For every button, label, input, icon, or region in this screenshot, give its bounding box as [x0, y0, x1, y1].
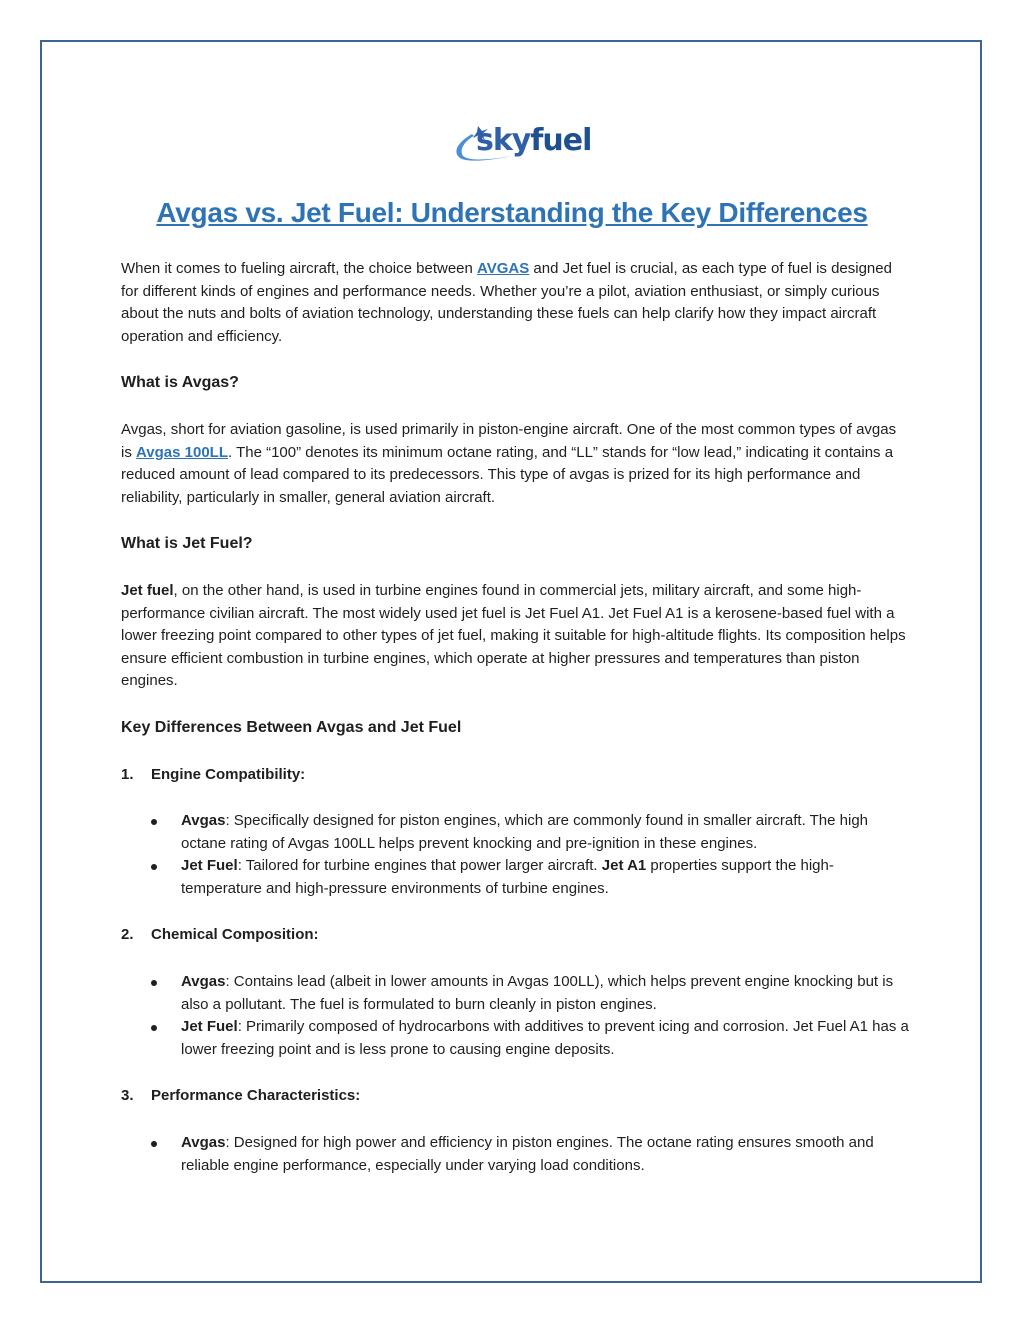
bullet-icon — [151, 864, 157, 870]
heading-key-differences: Key Differences Between Avgas and Jet Fuel — [121, 718, 462, 736]
skyfuel-logo — [452, 120, 592, 166]
bullet-term: Jet Fuel — [181, 1018, 238, 1036]
bullet-text: : Primarily composed of hydrocarbons with additives to prevent icing and corrosion. Jet Fuel A1 has a lower freezing point and is less prone to causing engine deposits. — [181, 1018, 909, 1058]
list-item — [121, 855, 911, 900]
logo-wordmark — [476, 123, 592, 158]
logo-sky-text: sky — [476, 123, 531, 158]
bullet-text: : Specifically designed for piston engines, which are commonly found in smaller aircraft. The high octane rating of Avgas 100LL helps prevent knocking and pre-ignition in these engines. — [181, 812, 869, 852]
avgas-text-1: Avgas, short for aviation gasoline, is used primarily in piston-engine aircraft. One of the most common types of avgas is — [121, 420, 897, 461]
avgas-100ll-link[interactable]: Avgas 100LL — [136, 443, 228, 461]
avgas-link[interactable]: AVGAS — [477, 260, 530, 277]
list-title: Performance Characteristics: — [151, 1087, 361, 1105]
avgas-paragraph — [121, 419, 911, 509]
bullet-icon — [151, 1141, 157, 1147]
list-item — [121, 810, 911, 855]
list-number: 1. — [121, 765, 134, 783]
bullet-icon — [151, 1025, 157, 1031]
list-heading-chemical-composition — [121, 924, 911, 947]
intro-paragraph — [121, 258, 911, 348]
bullet-term: Avgas — [181, 1134, 226, 1152]
jet-fuel-paragraph — [121, 580, 911, 693]
article-body — [121, 258, 911, 1177]
bullet-term: Avgas — [181, 812, 226, 830]
jet-fuel-text: , on the other hand, is used in turbine engines found in commercial jets, military aircraft, and some high-performance civilian aircraft. The most widely used jet fuel is Jet Fuel A1. Jet Fuel A1 is a kerosene-based fuel with a lower freezing point compared to other types of jet fuel, making it suitable for high-altitude flights. Its composition helps ensure efficient combustion in turbine engines, which operate at higher pressures and temperatures than piston engines. — [121, 581, 906, 690]
performance-characteristics-bullets — [121, 1132, 911, 1177]
jet-fuel-term: Jet fuel — [121, 581, 174, 599]
bullet-term-jet-a1: Jet A1 — [601, 857, 647, 875]
engine-compatibility-bullets — [121, 810, 911, 900]
list-item — [121, 971, 911, 1016]
bullet-text: : Contains lead (albeit in lower amounts in Avgas 100LL), which helps prevent engine knocking but is also a pollutant. The fuel is formulated to burn cleanly in piston engines. — [181, 973, 894, 1013]
bullet-text: : Tailored for turbine engines that power larger aircraft. — [237, 857, 602, 875]
avgas-text-2: . The “100” denotes its minimum octane rating, and “LL” stands for “low lead,” indicating it contains a reduced amount of lead compared to its predecessors. This type of avgas is prized for its high performance and reliability, particularly in smaller, general aviation aircraft. — [121, 443, 894, 506]
heading-what-is-avgas: What is Avgas? — [121, 374, 239, 392]
list-title: Engine Compatibility: — [151, 765, 306, 783]
list-item — [121, 1132, 911, 1177]
bullet-icon — [151, 819, 157, 825]
intro-text-1: When it comes to fueling aircraft, the choice between — [121, 260, 478, 277]
bullet-term: Avgas — [181, 973, 226, 991]
list-number: 3. — [121, 1087, 134, 1105]
list-heading-engine-compatibility — [121, 764, 911, 787]
list-heading-performance-characteristics — [121, 1085, 911, 1108]
logo-fuel-text: fuel — [530, 123, 592, 158]
bullet-text: properties support the high-temperature and high-pressure environments of turbine engines. — [181, 857, 834, 897]
list-title: Chemical Composition: — [151, 926, 319, 944]
heading-what-is-jet-fuel: What is Jet Fuel? — [121, 535, 253, 553]
bullet-term: Jet Fuel — [181, 857, 238, 875]
bullet-icon — [151, 980, 157, 986]
intro-text-2: and Jet fuel is crucial, as each type of fuel is designed for different kinds of engines and performance needs. Whether you’re a pilot, aviation enthusiast, or simply curious about the nuts and bolts of aviation technology, understanding these fuels can help clarify how they impact aircraft operation and efficiency. — [121, 260, 892, 345]
list-item — [121, 1016, 911, 1061]
list-number: 2. — [121, 926, 134, 944]
page-title[interactable]: Avgas vs. Jet Fuel: Understanding the Key Differences — [156, 197, 868, 228]
chemical-composition-bullets — [121, 971, 911, 1061]
bullet-text: : Designed for high power and efficiency in piston engines. The octane rating ensures smooth and reliable engine performance, especially under varying load conditions. — [181, 1134, 874, 1174]
